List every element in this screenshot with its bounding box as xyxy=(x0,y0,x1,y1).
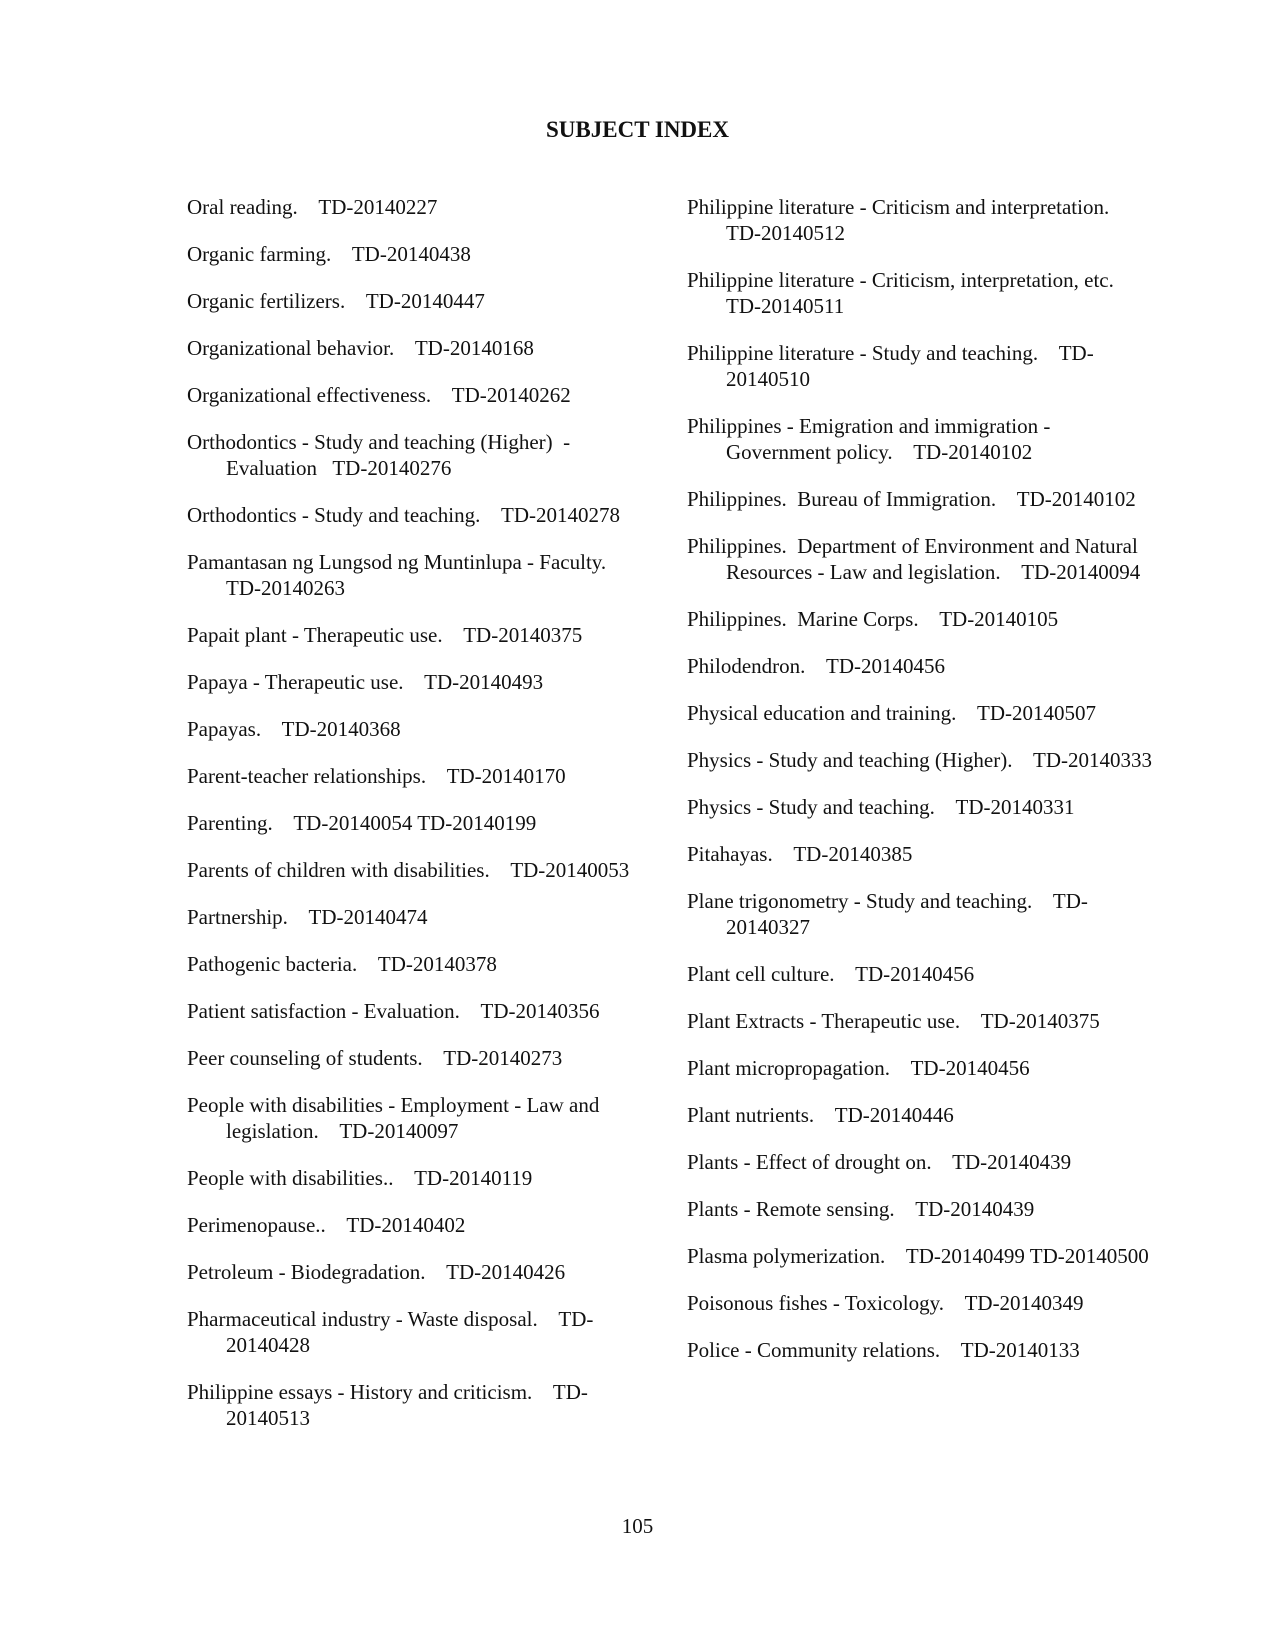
index-entry: Philippine literature - Study and teaching. TD-20140510 xyxy=(687,341,1094,391)
index-column-right xyxy=(687,194,1157,1384)
index-entry: Plane trigonometry - Study and teaching. TD-20140327 xyxy=(687,889,1088,939)
index-entry: Philodendron. TD-20140456 xyxy=(687,654,946,678)
index-entry: Plants - Effect of drought on. TD-20140439 xyxy=(687,1150,1072,1174)
index-entry: Orthodontics - Study and teaching (Higher) - Evaluation TD-20140276 xyxy=(187,430,576,480)
index-entry: People with disabilities.. TD-20140119 xyxy=(187,1166,533,1190)
index-entry: Plant Extracts - Therapeutic use. TD-20140375 xyxy=(687,1009,1100,1033)
index-entry: Parents of children with disabilities. TD-20140053 xyxy=(187,858,630,882)
page-number: 105 xyxy=(621,1514,654,1538)
index-entry: Philippines. Department of Environment and Natural Resources - Law and legislation. TD-20140094 xyxy=(687,534,1144,584)
index-entry: Parenting. TD-20140054 TD-20140199 xyxy=(187,811,537,835)
index-entry: Peer counseling of students. TD-20140273 xyxy=(187,1046,563,1070)
index-entry: Physical education and training. TD-20140507 xyxy=(687,701,1097,725)
index-entry: Parent-teacher relationships. TD-20140170 xyxy=(187,764,566,788)
index-entry: Plant micropropagation. TD-20140456 xyxy=(687,1056,1030,1080)
index-entry: Organic farming. TD-20140438 xyxy=(187,242,471,266)
index-entry: Philippine literature - Criticism, interpretation, etc. TD-20140511 xyxy=(687,268,1135,318)
index-entry: Philippine literature - Criticism and interpretation. TD-20140512 xyxy=(687,195,1130,245)
index-entry: Organizational behavior. TD-20140168 xyxy=(187,336,534,360)
index-entry: Police - Community relations. TD-20140133 xyxy=(687,1338,1080,1362)
index-entry: Physics - Study and teaching. TD-20140331 xyxy=(687,795,1075,819)
index-entry: Patient satisfaction - Evaluation. TD-20140356 xyxy=(187,999,600,1023)
index-entry: Orthodontics - Study and teaching. TD-20140278 xyxy=(187,503,620,527)
index-entry: People with disabilities - Employment - Law and legislation. TD-20140097 xyxy=(187,1093,605,1143)
index-entry: Papait plant - Therapeutic use. TD-20140375 xyxy=(187,623,583,647)
index-entry: Pamantasan ng Lungsod ng Muntinlupa - Faculty. TD-20140263 xyxy=(187,550,627,600)
index-entry: Poisonous fishes - Toxicology. TD-20140349 xyxy=(687,1291,1084,1315)
index-entry: Partnership. TD-20140474 xyxy=(187,905,428,929)
index-entry: Pharmaceutical industry - Waste disposal. TD-20140428 xyxy=(187,1307,594,1357)
index-entry: Philippines. Marine Corps. TD-20140105 xyxy=(687,607,1059,631)
index-entry: Philippines. Bureau of Immigration. TD-20140102 xyxy=(687,487,1136,511)
index-entry: Philippines - Emigration and immigration - Government policy. TD-20140102 xyxy=(687,414,1056,464)
index-entry: Plasma polymerization. TD-20140499 TD-20140500 xyxy=(687,1244,1149,1268)
index-entry: Plants - Remote sensing. TD-20140439 xyxy=(687,1197,1035,1221)
index-entry: Plant cell culture. TD-20140456 xyxy=(687,962,975,986)
index-entry: Plant nutrients. TD-20140446 xyxy=(687,1103,954,1127)
index-entry: Pathogenic bacteria. TD-20140378 xyxy=(187,952,497,976)
index-entry: Papaya - Therapeutic use. TD-20140493 xyxy=(187,670,544,694)
index-entry: Perimenopause.. TD-20140402 xyxy=(187,1213,466,1237)
index-entry: Petroleum - Biodegradation. TD-20140426 xyxy=(187,1260,566,1284)
index-entry: Philippine essays - History and criticism. TD-20140513 xyxy=(187,1380,588,1430)
page-title: SUBJECT INDEX xyxy=(546,117,729,142)
index-entry: Organizational effectiveness. TD-20140262 xyxy=(187,383,571,407)
index-entry: Physics - Study and teaching (Higher). TD-20140333 xyxy=(687,748,1153,772)
index-entry: Oral reading. TD-20140227 xyxy=(187,195,438,219)
index-entry: Papayas. TD-20140368 xyxy=(187,717,401,741)
index-entry: Pitahayas. TD-20140385 xyxy=(687,842,913,866)
index-entry: Organic fertilizers. TD-20140447 xyxy=(187,289,485,313)
index-column-left xyxy=(187,194,647,1452)
